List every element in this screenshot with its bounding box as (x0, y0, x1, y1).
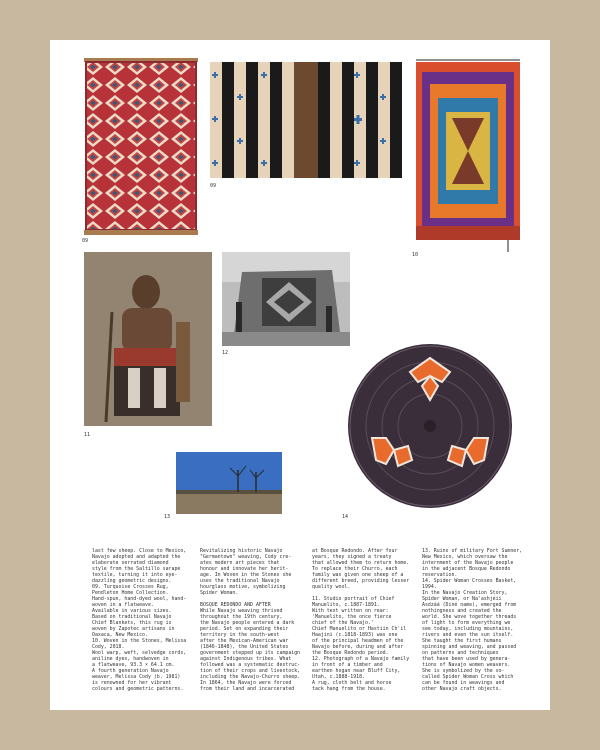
figure-number: 10 (412, 252, 419, 258)
catalog-page (50, 40, 550, 710)
figure-number: 13 (164, 514, 171, 520)
spider-woman-crosses-basket-image (346, 342, 514, 510)
text-column-2: Revitalizing historic Navajo "Germantown" weaving, Cody cre- ates modern art pieces that honour and innovate her herit- age. In Woven in the Stones she uses the traditional Navajo hourglass motive, symbolizing Spider Woman. BOSQUE REDONDO AND AFTER While Navajo weaving thrived throughout the 19th century, the Navajo people entered a dark period. Set on expanding their territory in the south-west after the Mexican-American war (1846-1848), the United States government stepped up its campaign against Indigenous tribes. What followed was a systematic destruc- tion of their crops and livestock, including the Navajo-Churro sheep. In 1864, the Navajo were forced from their land and incarcerated (200, 548, 301, 692)
text-column-3: at Bosque Redondo. After four years, they signed a treaty that allowed them to return home. To replace their Churro, each family was given one sheep of a different breed, providing lesser quality wool. 11. Studio portrait of Chief Manuelito, c.1887-1891. With text written on rear: 'Manuelito, the once fierce chief of the Navajo.' Chief Manuelito or Hastiin Ch'il Haajini (c.1818-1893) was one of the principal headmen of the Navajo before, during and after the Bosque Redondo period. 12. Photograph of a Navajo family in front of a timber and earthen hogan near Bluff City, Utah, c.1888-1918. A rug, cloth belt and horse tack hang from the house. (312, 548, 410, 692)
figure-number: 12 (222, 350, 229, 356)
woven-in-the-stones-image (412, 58, 524, 254)
chief-manuelito-portrait-image (84, 252, 212, 426)
figure-number: 09 (210, 183, 217, 189)
text-column-4: 13. Ruins of military Fort Sumner, New Mexico, which oversaw the internment of the Navajo people in the adjacent Bosque Redondo reservation. 14. Spider Woman Crosses Basket, 1994. In the Navajo Creation Story, Spider Woman, or Na'ashjéii Asdzáá (Diné name), emerged from nothingness and created the world. She wove together threads of light to form everything we see today, including mountains, rivers and even the sun itself. She taught the first humans spinning and weaving, and passed on patterns and techniques that have been used by genera- tions of Navajo women weavers. She is symbolized by the so- called Spider Woman Cross which can be found in weavings and other Navajo craft objects. (422, 548, 523, 692)
serrated-diamond-rug-image (82, 58, 200, 236)
text-column-1: last few sheep. Close to Mexico, Navajo adopted and adapted the elaborate serrated diamond style from the Saltillo sarape textile, turning it into eye- dazzling geometric designs. 09. Turquoise Crosses Rug, Pendleton Home Collection. Hand-spun, hand-dyed wool, hand- woven in a flatweave. Available in various sizes. Based on traditional Navajo Chief Blankets, this rug is woven by Zapotec artisans in Oaxaca, New Mexico. 10. Woven in the Stones, Melissa Cody, 2018. Wool warp, weft, selvedge cords, aniline dyes, handwoven in a flatweave, 93.3 × 64.1 cm. A fourth generation Navajo weaver, Melissa Cody (b. 1981) is renowned for her vibrant colours and geometric patterns. (92, 548, 187, 692)
figure-number: 11 (84, 432, 91, 438)
text-columns (92, 548, 522, 708)
navajo-hogan-photo-image (222, 252, 350, 346)
figure-number: 14 (342, 514, 349, 520)
figure-number: 09 (82, 238, 89, 244)
fort-sumner-ruins-image (176, 452, 282, 514)
turquoise-crosses-rug-image (210, 62, 402, 178)
